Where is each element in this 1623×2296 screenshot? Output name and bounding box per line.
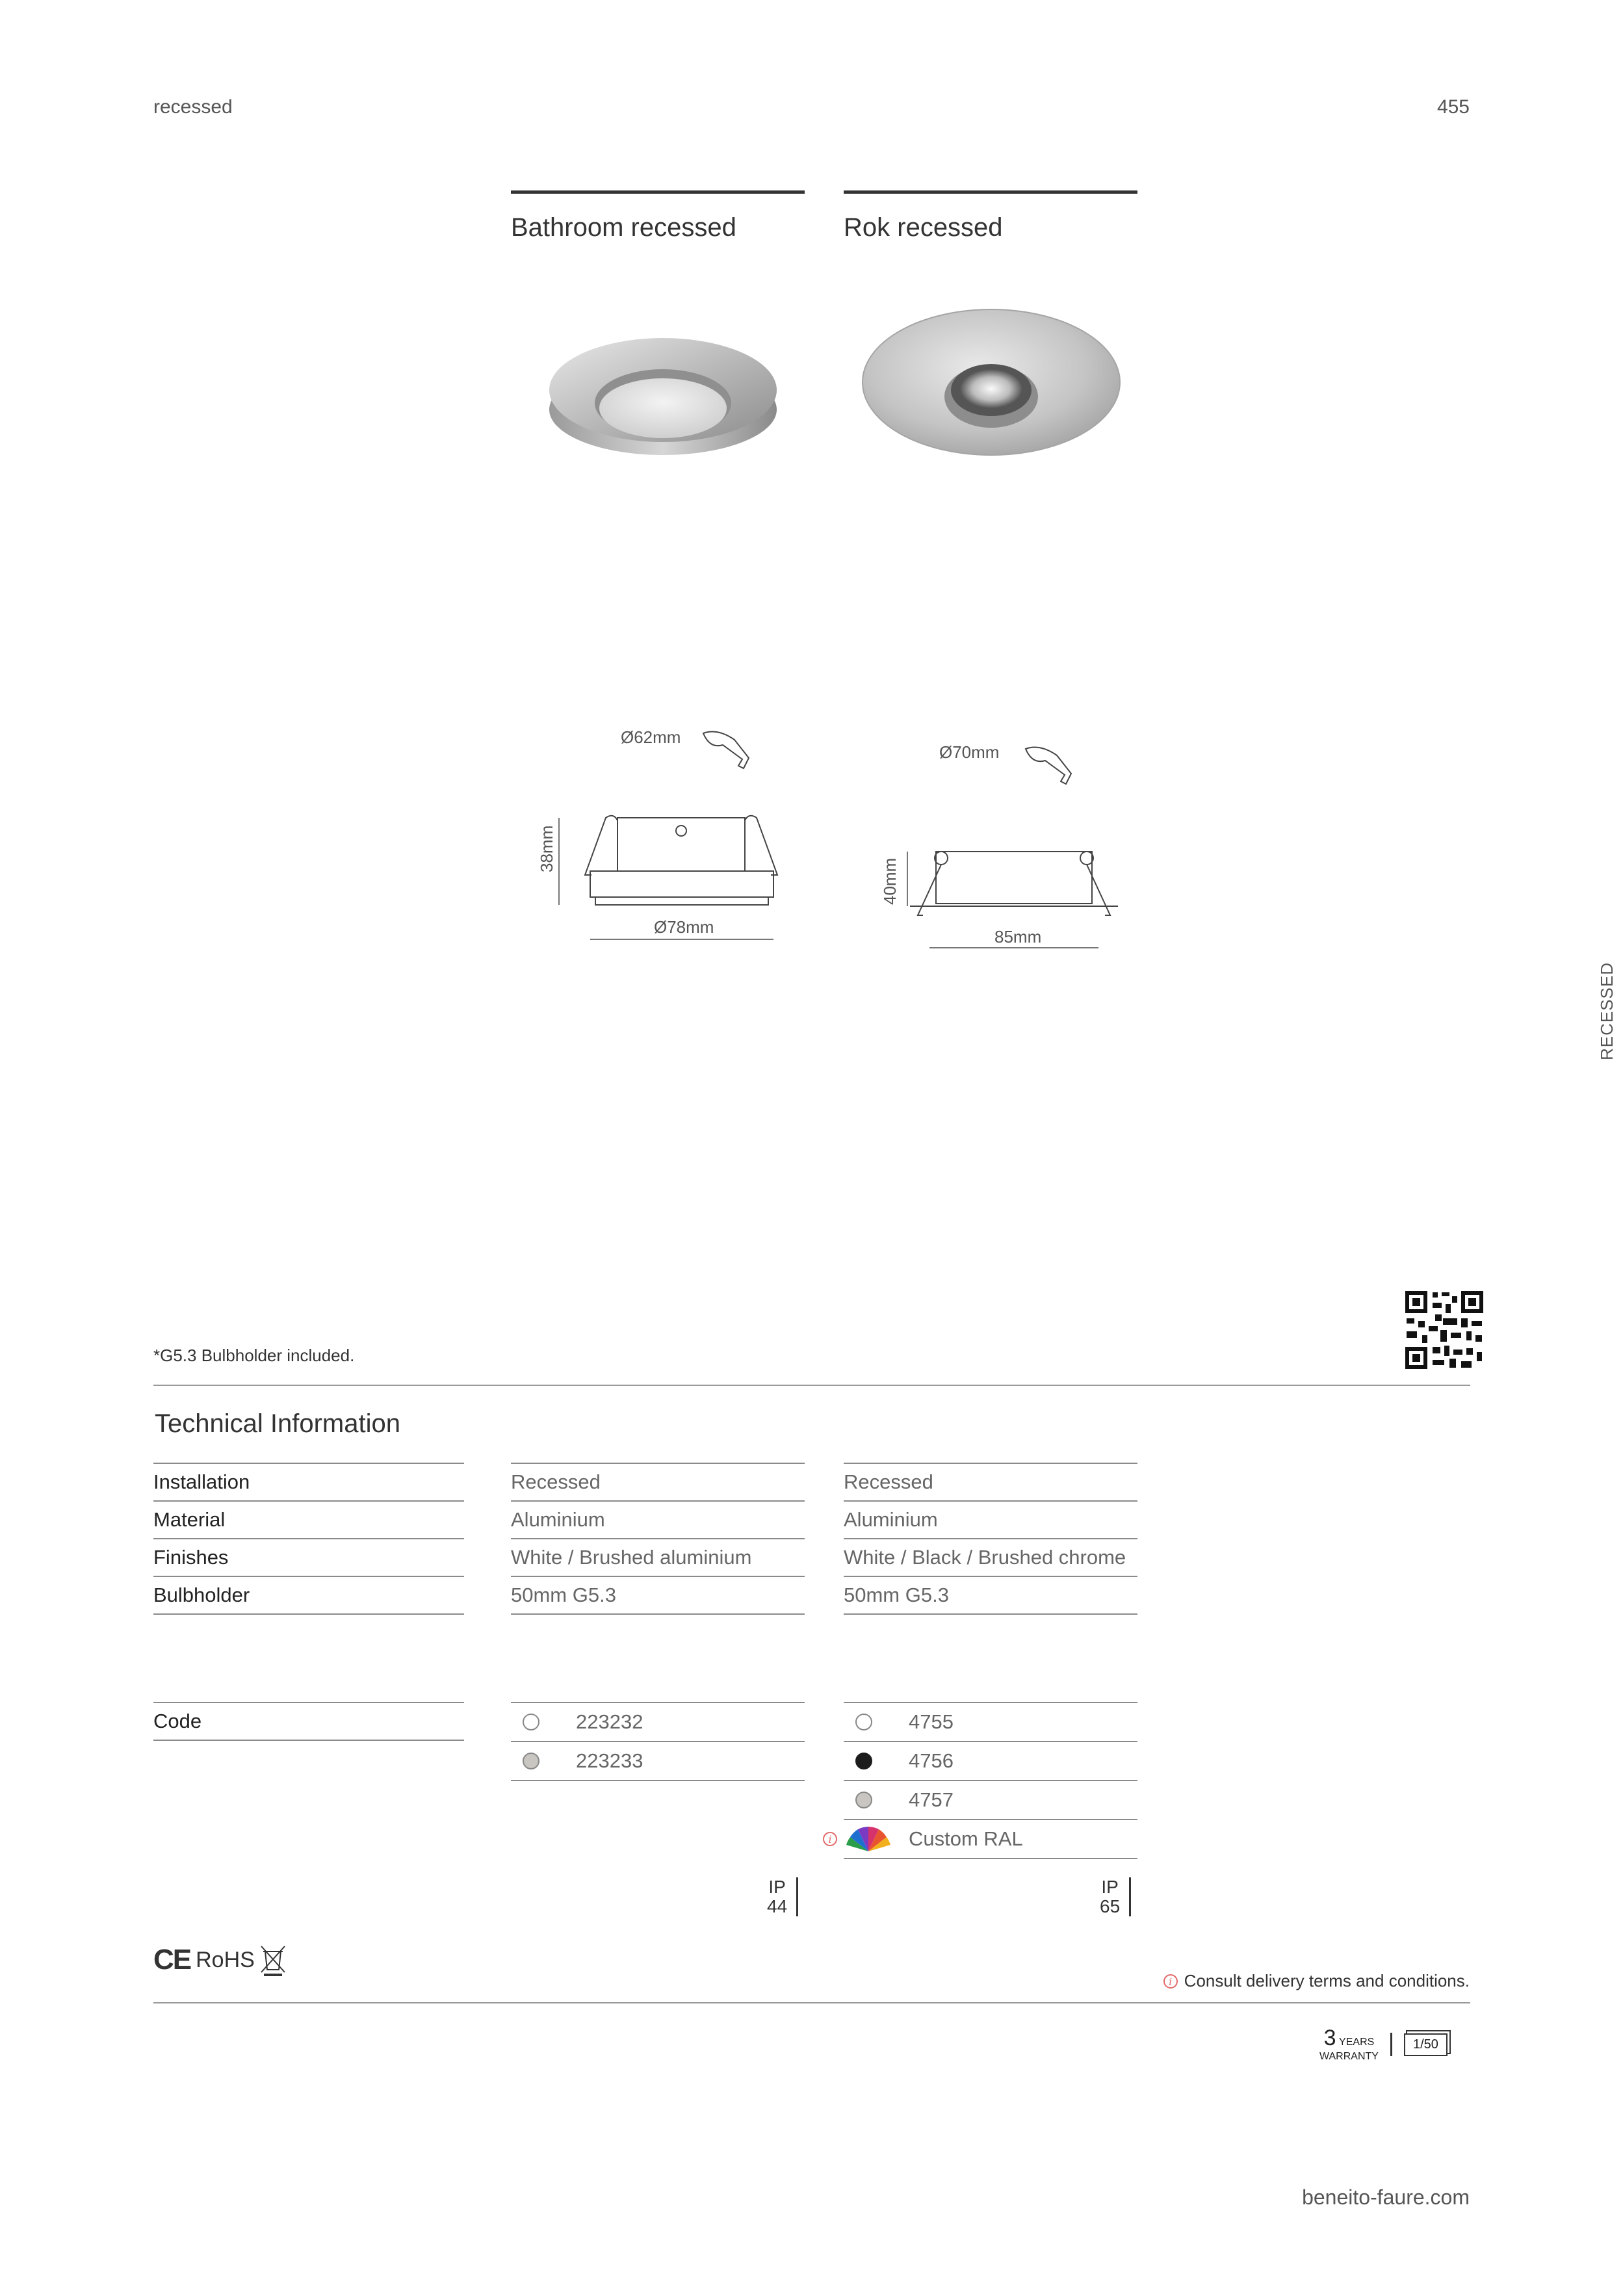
- ip-value: 65: [1100, 1896, 1121, 1916]
- code-row: [511, 1702, 805, 1741]
- section-label: recessed: [153, 96, 233, 118]
- ip-value: 44: [767, 1896, 788, 1916]
- product-2-title: Rok recessed: [844, 213, 1003, 242]
- swatch-chrome-icon: [855, 1792, 872, 1808]
- dim-width-1: Ø78mm: [654, 917, 714, 937]
- technical-info-title: Technical Information: [155, 1409, 400, 1438]
- swatch-aluminium-icon: [523, 1753, 539, 1769]
- label-material: Material: [153, 1500, 464, 1538]
- product-1-drawing: [533, 722, 819, 956]
- page-number: 455: [1436, 96, 1470, 118]
- col1-finishes: White / Brushed aluminium: [511, 1538, 805, 1576]
- code-value: 4757: [909, 1788, 954, 1811]
- code-row: [844, 1741, 1137, 1780]
- warranty-years-number: 3: [1323, 2026, 1336, 2050]
- side-section-label: RECESSED: [1597, 962, 1617, 1061]
- col1-bulbholder: 50mm G5.3: [511, 1576, 805, 1615]
- divider-bottom: [153, 2002, 1470, 2003]
- col2-finishes: White / Black / Brushed chrome: [844, 1538, 1137, 1576]
- bulbholder-note: *G5.3 Bulbholder included.: [153, 1346, 355, 1365]
- code-value: 223232: [576, 1710, 643, 1733]
- col1-material: Aluminium: [511, 1500, 805, 1538]
- col1-installation: Recessed: [511, 1463, 805, 1500]
- label-finishes: Finishes: [153, 1538, 464, 1576]
- product-2-drawing: [858, 735, 1131, 949]
- ce-mark: CE: [153, 1944, 191, 1976]
- label-bulbholder: Bulbholder: [153, 1576, 464, 1615]
- code-row-custom-ral: [844, 1819, 1137, 1859]
- warranty-label: WARRANTY: [1319, 2051, 1379, 2062]
- swatch-black-icon: [855, 1753, 872, 1769]
- code-row: [844, 1780, 1137, 1819]
- code-row: [511, 1741, 805, 1781]
- warranty-years-label: YEARS: [1339, 2037, 1375, 2048]
- col2-bulbholder: 50mm G5.3: [844, 1576, 1137, 1615]
- website-link[interactable]: beneito-faure.com: [1302, 2185, 1470, 2209]
- dim-height-1: 38mm: [537, 825, 556, 872]
- ip-label: IP: [1101, 1877, 1119, 1897]
- ratio-box: 1/50: [1404, 2033, 1448, 2056]
- qr-code[interactable]: [1404, 1290, 1485, 1370]
- product-2-rule: [844, 190, 1137, 194]
- ip-rating-1: [767, 1877, 798, 1916]
- ral-color-fan-icon: [844, 1825, 896, 1854]
- certifications: [153, 1944, 286, 1976]
- swatch-white-icon: [855, 1714, 872, 1730]
- code-value-custom-ral: Custom RAL: [909, 1827, 1023, 1850]
- divider-top: [153, 1385, 1470, 1386]
- code-value: 4756: [909, 1749, 954, 1772]
- ip-label: IP: [768, 1877, 786, 1897]
- dim-width-2: 85mm: [994, 927, 1042, 946]
- dim-top-diameter-1: Ø62mm: [621, 727, 681, 747]
- product-1-rule: [511, 190, 805, 194]
- warranty-badge: [1319, 2027, 1448, 2062]
- product-1-title: Bathroom recessed: [511, 213, 736, 242]
- warranty-divider: [1390, 2033, 1392, 2056]
- info-icon[interactable]: i: [823, 1832, 837, 1846]
- code-value: 4755: [909, 1710, 954, 1733]
- code-value: 223233: [576, 1749, 643, 1772]
- label-code: Code: [153, 1702, 464, 1741]
- label-installation: Installation: [153, 1463, 464, 1500]
- dim-height-2: 40mm: [880, 857, 900, 905]
- col2-installation: Recessed: [844, 1463, 1137, 1500]
- code-row: [844, 1702, 1137, 1741]
- dim-top-diameter-2: Ø70mm: [939, 742, 1000, 762]
- product-2-image: [858, 306, 1124, 475]
- col2-material: Aluminium: [844, 1500, 1137, 1538]
- ip-rating-2: [1100, 1877, 1131, 1916]
- consult-note: [1163, 1971, 1470, 1991]
- consult-text: Consult delivery terms and conditions.: [1184, 1971, 1470, 1990]
- info-icon[interactable]: i: [1163, 1974, 1178, 1989]
- swatch-white-icon: [523, 1714, 539, 1730]
- warranty-years: [1319, 2027, 1379, 2062]
- product-1-image: [539, 306, 786, 468]
- weee-bin-icon: [260, 1944, 286, 1976]
- rohs-mark: RoHS: [196, 1947, 255, 1972]
